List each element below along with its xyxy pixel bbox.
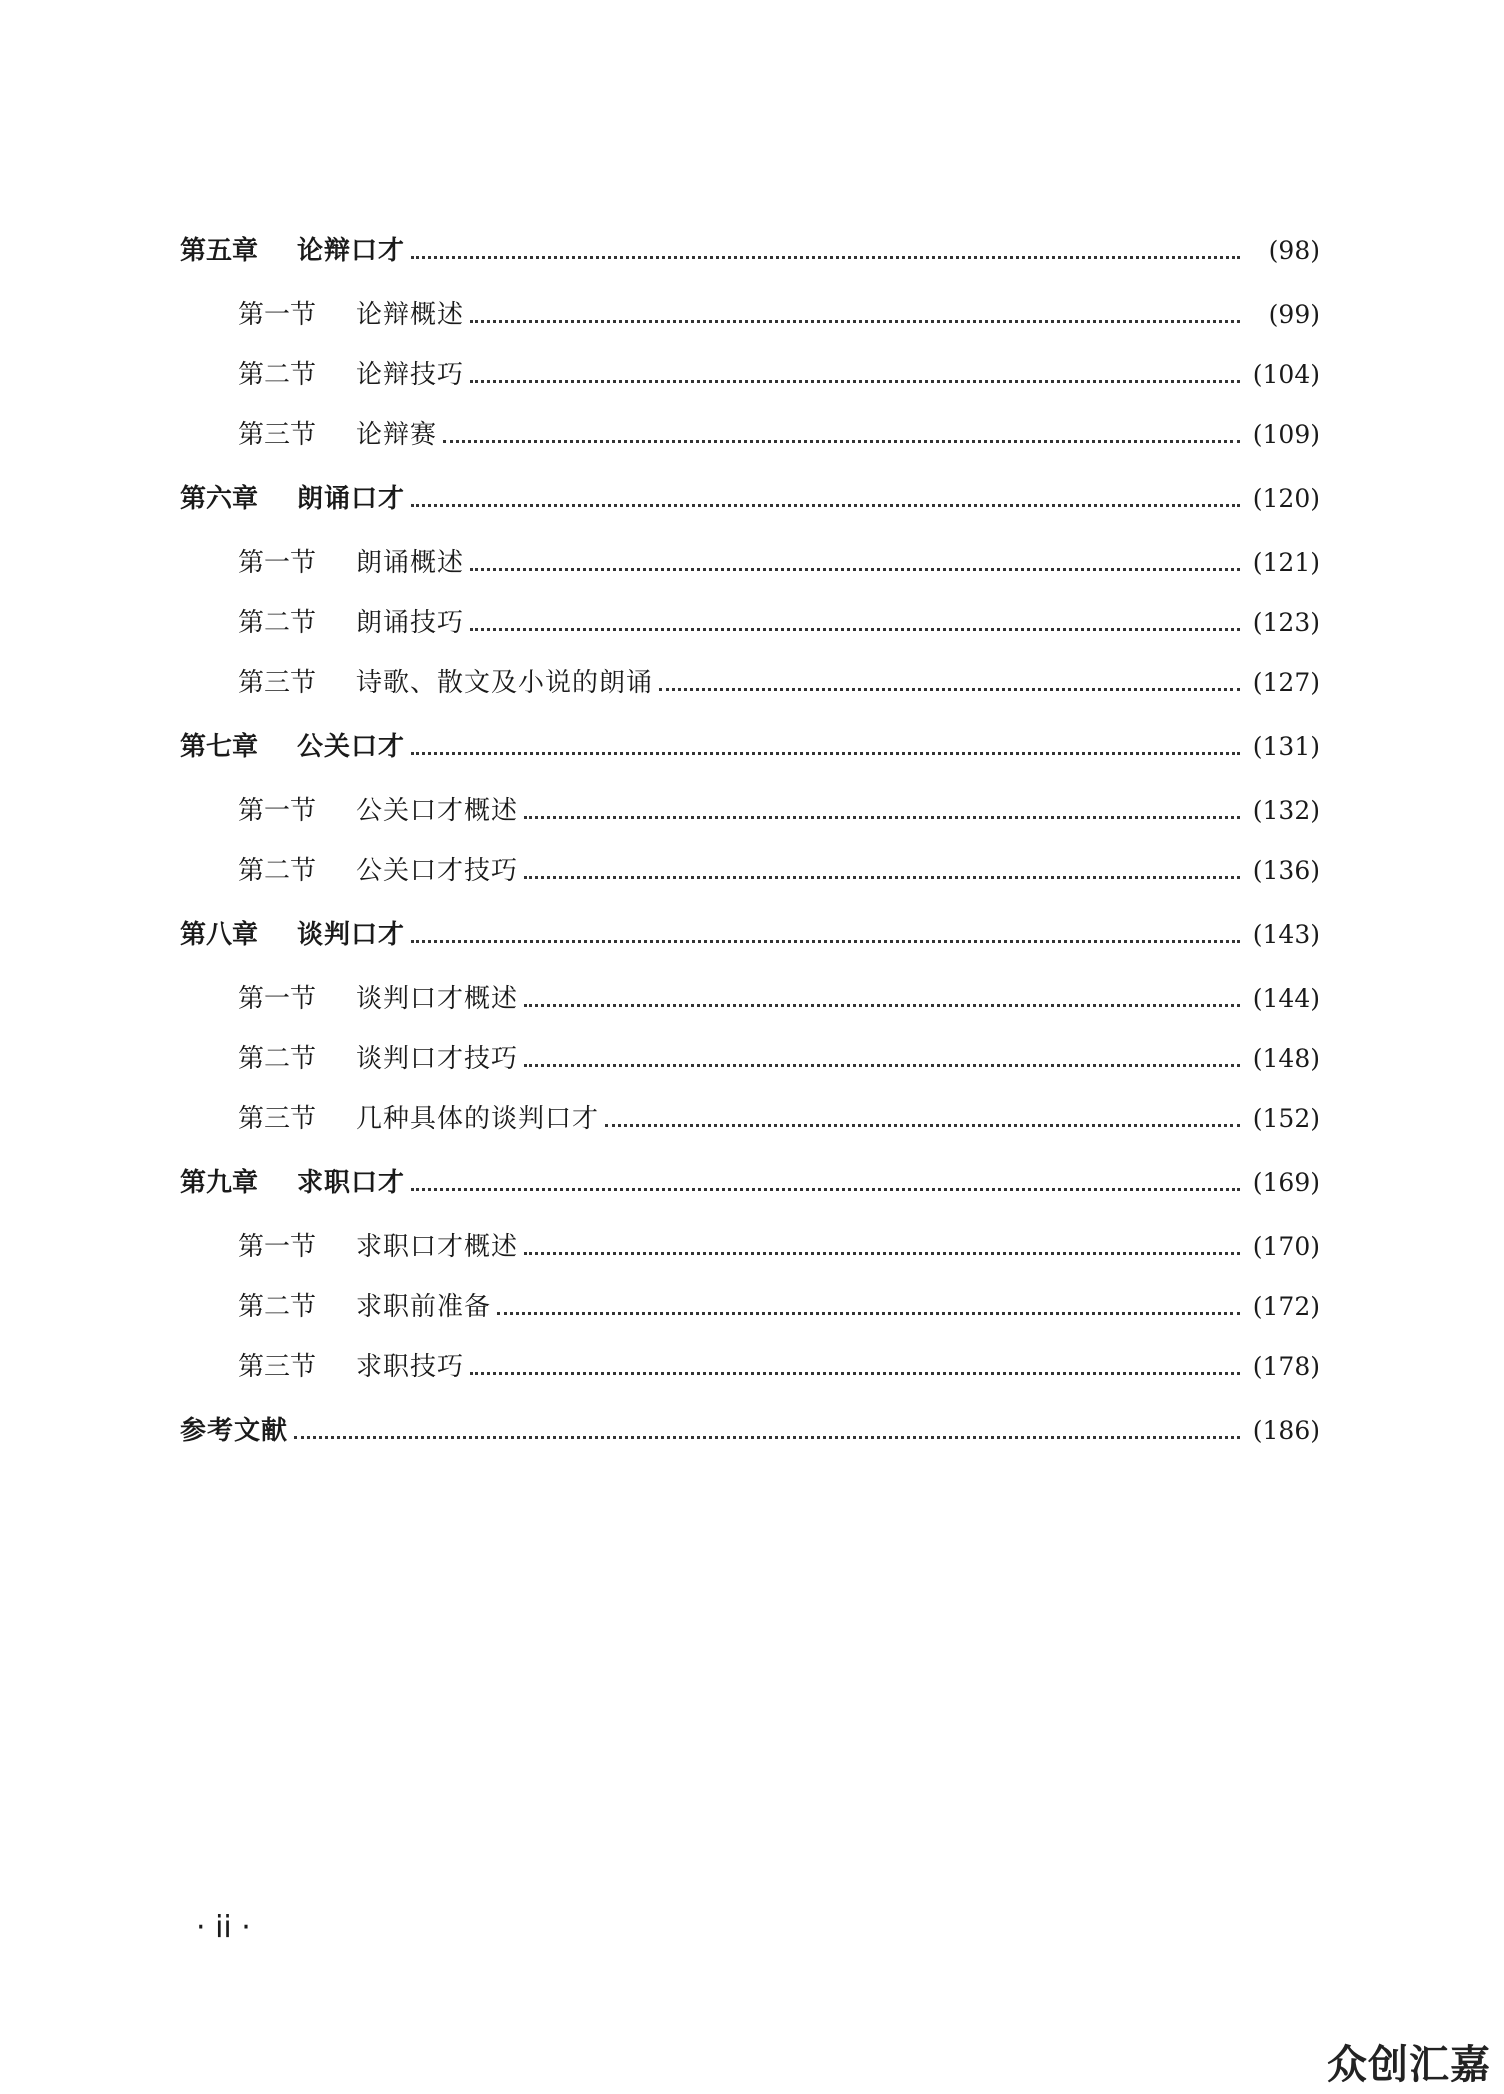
dot-leader (524, 1004, 1240, 1007)
toc-section-entry[interactable] (180, 969, 1320, 1029)
toc-section-entry[interactable] (180, 1217, 1320, 1277)
page-reference: (148) (1252, 1044, 1320, 1073)
section-label: 第一节 (238, 984, 317, 1014)
dot-leader (659, 688, 1240, 691)
watermark-logo: 众创汇嘉 (1314, 2036, 1504, 2094)
chapter-title: 朗诵口才 (297, 484, 406, 514)
section-title: 论辩技巧 (356, 360, 465, 390)
page-reference: (186) (1252, 1416, 1320, 1445)
section-title: 公关口才概述 (356, 796, 519, 826)
section-label: 第一节 (238, 300, 317, 330)
dot-leader (411, 940, 1240, 943)
chapter-label: 第七章 (180, 732, 259, 762)
dot-leader (411, 752, 1240, 755)
page-reference: (172) (1252, 1292, 1320, 1321)
toc-section-entry[interactable] (180, 653, 1320, 713)
toc-section-entry[interactable] (180, 285, 1320, 345)
toc-section-entry[interactable] (180, 1089, 1320, 1149)
section-label: 第三节 (238, 1104, 317, 1134)
section-label: 第一节 (238, 1232, 317, 1262)
section-title: 朗诵技巧 (356, 608, 465, 638)
page-reference: (104) (1252, 360, 1320, 389)
section-label: 第一节 (238, 796, 317, 826)
page-number: · ii · (196, 1910, 251, 1945)
section-label: 第二节 (238, 1292, 317, 1322)
toc-section-entry[interactable] (180, 1277, 1320, 1337)
chapter-title: 求职口才 (297, 1168, 406, 1198)
dot-leader (524, 816, 1240, 819)
page-reference: (121) (1252, 548, 1320, 577)
toc-section-entry[interactable] (180, 345, 1320, 405)
section-label: 第三节 (238, 1352, 317, 1382)
dot-leader (524, 1252, 1240, 1255)
chapter-title: 参考文献 (180, 1416, 289, 1446)
page-reference: (143) (1252, 920, 1320, 949)
chapter-label: 第八章 (180, 920, 259, 950)
toc-section-entry[interactable] (180, 841, 1320, 901)
section-label: 第二节 (238, 1044, 317, 1074)
dot-leader (411, 1188, 1240, 1191)
section-label: 第一节 (238, 548, 317, 578)
toc-chapter-entry[interactable] (180, 713, 1320, 781)
dot-leader (470, 568, 1240, 571)
page-reference: (131) (1252, 732, 1320, 761)
section-label: 第二节 (238, 856, 317, 886)
dot-leader (411, 504, 1240, 507)
section-title: 谈判口才技巧 (356, 1044, 519, 1074)
page-reference: (144) (1252, 984, 1320, 1013)
toc-chapter-entry[interactable] (180, 1149, 1320, 1217)
dot-leader (470, 1372, 1240, 1375)
section-title: 诗歌、散文及小说的朗诵 (356, 668, 654, 698)
dot-leader (605, 1124, 1240, 1127)
dot-leader (497, 1312, 1240, 1315)
dot-leader (470, 628, 1240, 631)
dot-leader (470, 320, 1240, 323)
toc-section-entry[interactable] (180, 593, 1320, 653)
dot-leader (470, 380, 1240, 383)
section-label: 第二节 (238, 360, 317, 390)
page-reference: (136) (1252, 856, 1320, 885)
chapter-label: 第六章 (180, 484, 259, 514)
chapter-title: 论辩口才 (297, 236, 406, 266)
section-title: 朗诵概述 (356, 548, 465, 578)
page-reference: (109) (1252, 420, 1320, 449)
section-title: 论辩赛 (356, 420, 438, 450)
chapter-title: 公关口才 (297, 732, 406, 762)
page-reference: (152) (1252, 1104, 1320, 1133)
toc-section-entry[interactable] (180, 781, 1320, 841)
table-of-contents (180, 217, 1320, 1465)
page-reference: (98) (1268, 236, 1320, 265)
section-label: 第二节 (238, 608, 317, 638)
page-reference: (99) (1268, 300, 1320, 329)
page-reference: (120) (1252, 484, 1320, 513)
section-title: 几种具体的谈判口才 (356, 1104, 600, 1134)
page-reference: (169) (1252, 1168, 1320, 1197)
page-reference: (132) (1252, 796, 1320, 825)
section-label: 第三节 (238, 668, 317, 698)
dot-leader (294, 1436, 1240, 1439)
page-reference: (123) (1252, 608, 1320, 637)
toc-section-entry[interactable] (180, 1029, 1320, 1089)
section-title: 求职口才概述 (356, 1232, 519, 1262)
dot-leader (443, 440, 1240, 443)
page-reference: (127) (1252, 668, 1320, 697)
chapter-title: 谈判口才 (297, 920, 406, 950)
page-reference: (170) (1252, 1232, 1320, 1261)
toc-chapter-entry[interactable] (180, 217, 1320, 285)
section-title: 求职技巧 (356, 1352, 465, 1382)
toc-section-entry[interactable] (180, 1337, 1320, 1397)
section-label: 第三节 (238, 420, 317, 450)
toc-section-entry[interactable] (180, 533, 1320, 593)
toc-chapter-entry[interactable] (180, 465, 1320, 533)
chapter-label: 第九章 (180, 1168, 259, 1198)
section-title: 谈判口才概述 (356, 984, 519, 1014)
dot-leader (524, 876, 1240, 879)
page-reference: (178) (1252, 1352, 1320, 1381)
toc-chapter-entry[interactable] (180, 1397, 1320, 1465)
dot-leader (411, 256, 1240, 259)
section-title: 求职前准备 (356, 1292, 492, 1322)
toc-section-entry[interactable] (180, 405, 1320, 465)
dot-leader (524, 1064, 1240, 1067)
section-title: 论辩概述 (356, 300, 465, 330)
chapter-label: 第五章 (180, 236, 259, 266)
toc-chapter-entry[interactable] (180, 901, 1320, 969)
section-title: 公关口才技巧 (356, 856, 519, 886)
